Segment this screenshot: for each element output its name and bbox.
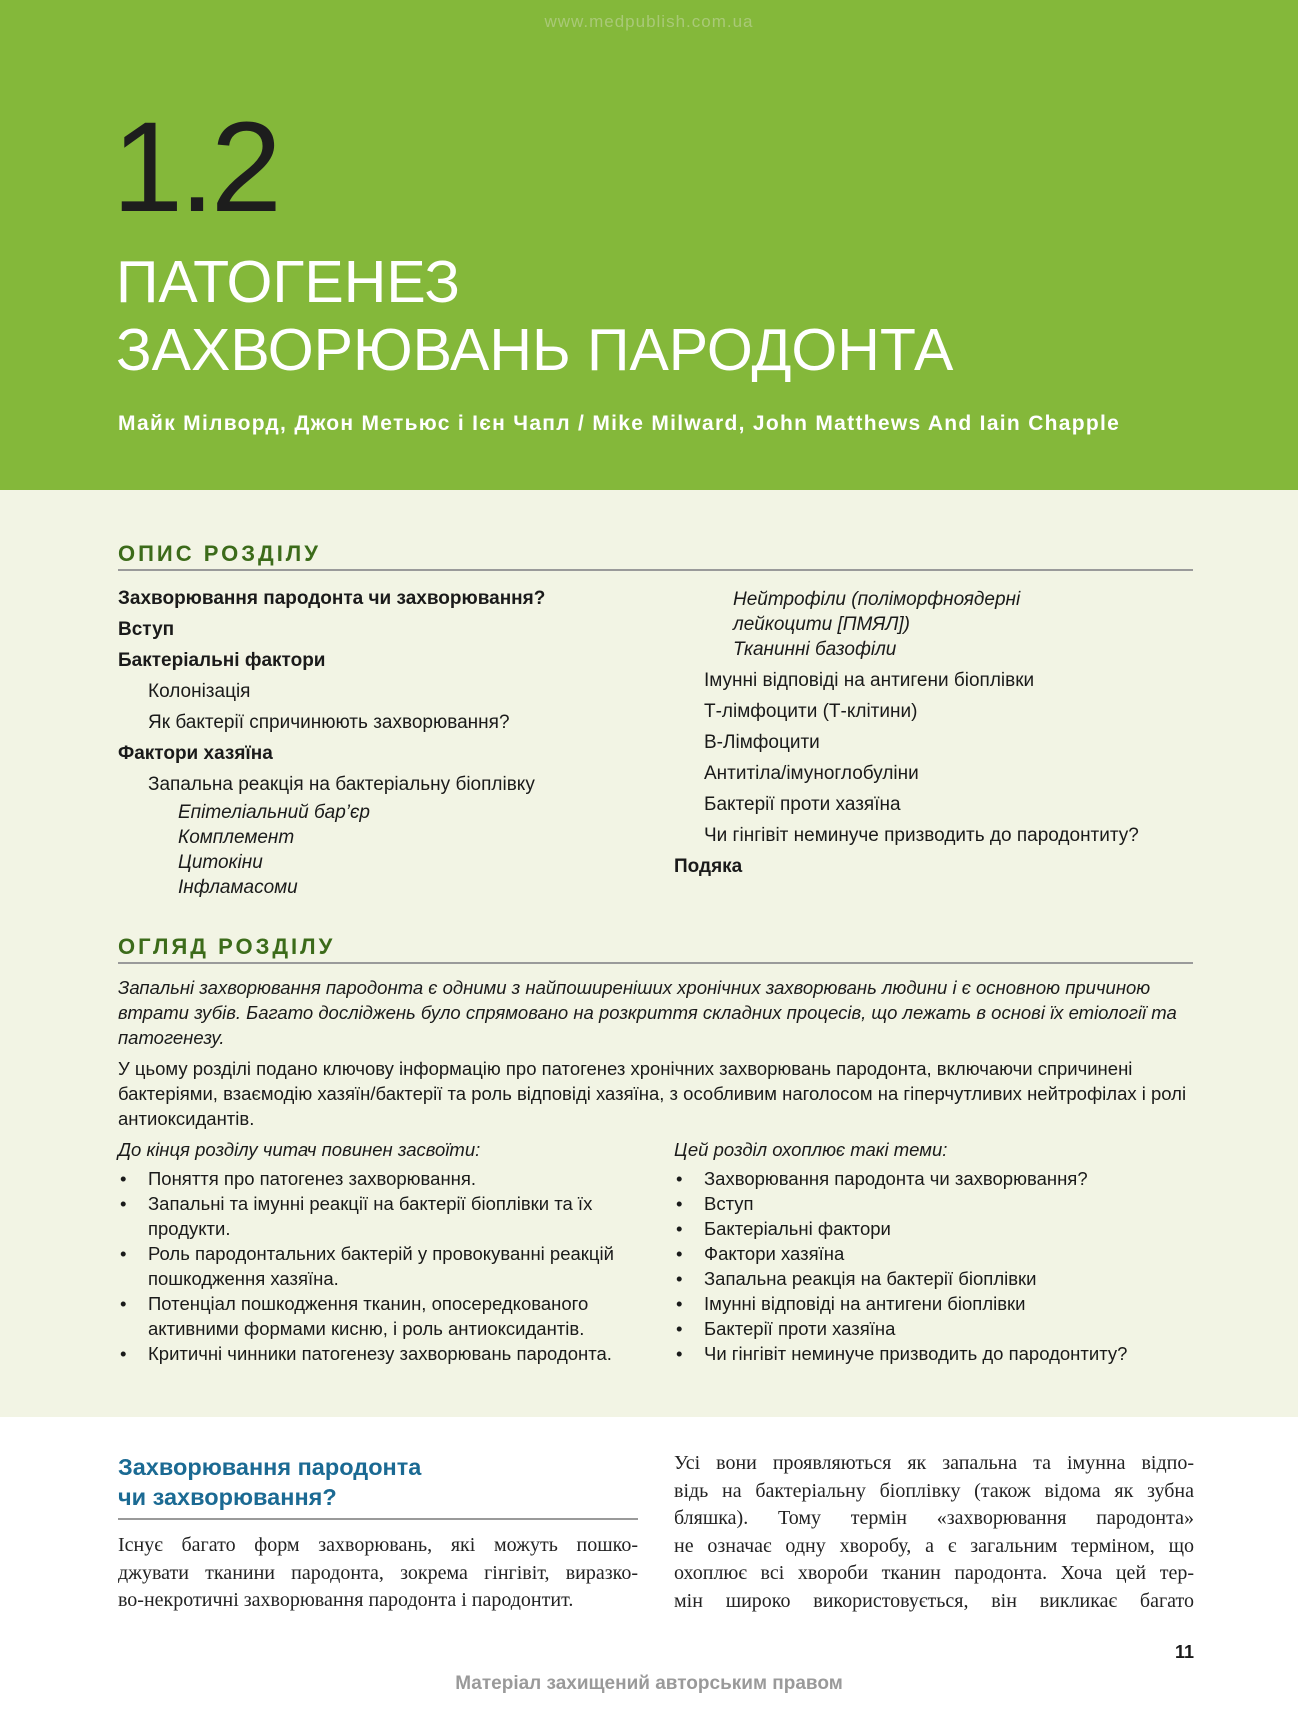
outline-subitem: Імунні відповіді на антигени біоплівки (704, 670, 1035, 691)
outline-subsubitem: Нейтрофіли (поліморфноядерні (733, 589, 1021, 610)
list-item: • Запальні та імунні реакції на бактерії біоплівки та їх продукти. (118, 1191, 638, 1241)
outline-item: Подяка (674, 856, 743, 877)
body-line: Існує багато форм захворювань, які можуть пошко- (118, 1534, 638, 1556)
chapter-title-line-2: ЗАХВОРЮВАНЬ ПАРОДОНТА (116, 317, 954, 383)
list-item: • Чи гінгівіт неминуче призводить до пародонтиту? (674, 1341, 1194, 1366)
outline-item: Вступ (118, 619, 175, 640)
outline-subitem: Колонізація (148, 681, 251, 702)
copyright-watermark: Матеріал захищений авторським правом (455, 1673, 843, 1694)
outline-subitem: Бактерії проти хазяїна (704, 794, 901, 815)
body-line: бляшка). Тому термін «захворювання пародонта» (674, 1507, 1194, 1529)
body-text-left (118, 1532, 638, 1615)
outline-subsubitem: Комплемент (178, 827, 295, 848)
topics-column (674, 1137, 1194, 1366)
body-line: не означає одну хворобу, а є загальним терміном, що (674, 1534, 1194, 1557)
chapter-title (116, 248, 953, 384)
outline-subsubitem: Інфламасоми (178, 877, 298, 898)
list-item: • Запальна реакція на бактерії біоплівки (674, 1266, 1194, 1291)
outline-item: Бактеріальні фактори (118, 650, 326, 671)
list-item: • Потенціал пошкодження тканин, опосередкованого активними формами кисню, і роль антиоксидантів. (118, 1291, 638, 1341)
list-item: • Поняття про патогенез захворювання. (118, 1166, 638, 1191)
body-text-right (674, 1450, 1194, 1615)
section-heading-line-2: чи захворювання? (118, 1484, 337, 1510)
chapter-title-line-1: ПАТОГЕНЕЗ (116, 249, 461, 315)
outline-right-column (674, 587, 1139, 882)
outline-heading: ОПИС РОЗДІЛУ (118, 541, 1193, 571)
watermark-url: www.medpublish.com.ua (544, 12, 754, 31)
list-item: • Вступ (674, 1191, 1194, 1216)
overview-text (118, 975, 1193, 1137)
outline-subitem: Чи гінгівіт неминуче призводить до пародонтиту? (704, 825, 1139, 846)
outline-subitem: Як бактерії спричинюють захворювання? (148, 712, 510, 733)
page-number: 11 (1175, 1642, 1195, 1662)
body-line: мін широко використовується, він викликає багато (674, 1589, 1194, 1612)
outline-subitem: Запальна реакція на бактеріальну біоплівку (148, 774, 535, 795)
section-heading-line-1: Захворювання пародонта (118, 1454, 422, 1480)
list-item: • Імунні відповіді на антигени біоплівки (674, 1291, 1194, 1316)
body-line: охоплює всі хвороби тканин пародонта. Хоча цей тер- (674, 1562, 1194, 1584)
overview-paragraph: У цьому розділі подано ключову інформацію про патогенез хронічних захворювань пародонта, включаючи спричинені бактеріями, взаємодію хазяїн/бактерії та роль відповіді хазяїна, з особливим наголосом на гіперчутливих нейтрофілах і ролі антиоксидантів. (118, 1058, 1187, 1129)
chapter-header (0, 0, 1298, 490)
outline-subsubitem: Тканинні базофіли (733, 639, 897, 660)
chapter-number: 1.2 (112, 96, 278, 239)
list-item: • Бактерії проти хазяїна (674, 1316, 1194, 1341)
overview-paragraph: Запальні захворювання пародонта є одними з найпоширеніших хронічних захворювань людини і є основною причиною втрати зубів. Багато досліджень було спрямовано на розкриття складних процесів, що лежать в основі їх етіології та патогенезу. (118, 977, 1177, 1048)
body-line: во-некротичні захворювання пародонта і пародонтит. (118, 1589, 574, 1611)
outline-subitem: Т-лімфоцити (Т-клітини) (704, 701, 918, 722)
list-item: • Бактеріальні фактори (674, 1216, 1194, 1241)
outline-item: Захворювання пародонта чи захворювання? (118, 588, 546, 609)
topics-list (674, 1166, 1194, 1366)
outline-subitem: В-Лімфоцити (704, 732, 820, 753)
objectives-lead: До кінця розділу читач повинен засвоїти: (118, 1139, 481, 1160)
objectives-list (118, 1166, 638, 1366)
list-item: • Критичні чинники патогенезу захворювань пародонта. (118, 1341, 638, 1366)
chapter-authors: Майк Мілворд, Джон Метьюс і Ієн Чапл / Mike Milward, John Matthews And Iain Chapple (118, 412, 1121, 435)
objectives-column (118, 1137, 638, 1366)
outline-subitem: Антитіла/імуноглобуліни (704, 763, 919, 784)
outline-item: Фактори хазяїна (118, 743, 273, 764)
outline-subsubitem: Цитокіни (178, 852, 263, 873)
outline-left-column (118, 583, 545, 900)
list-item: • Роль пародонтальних бактерій у провокуванні реакцій пошкодження хазяїна. (118, 1241, 638, 1291)
body-line: Усі вони проявляються як запальна та імунна відпо- (674, 1452, 1194, 1474)
outline-subsubitem: Епітеліальний бар’єр (178, 802, 371, 823)
topics-lead: Цей розділ охоплює такі теми: (674, 1139, 948, 1160)
outline-subsubitem: лейкоцити [ПМЯЛ]) (733, 614, 910, 635)
body-line: джувати тканини пародонта, зокрема гінгівіт, виразко- (118, 1561, 638, 1584)
overview-heading: ОГЛЯД РОЗДІЛУ (118, 934, 1193, 964)
body-line: відь на бактеріальну біоплівку (також відома як зубна (674, 1479, 1194, 1502)
section-heading (118, 1452, 638, 1520)
list-item: • Фактори хазяїна (674, 1241, 1194, 1266)
list-item: • Захворювання пародонта чи захворювання? (674, 1166, 1194, 1191)
